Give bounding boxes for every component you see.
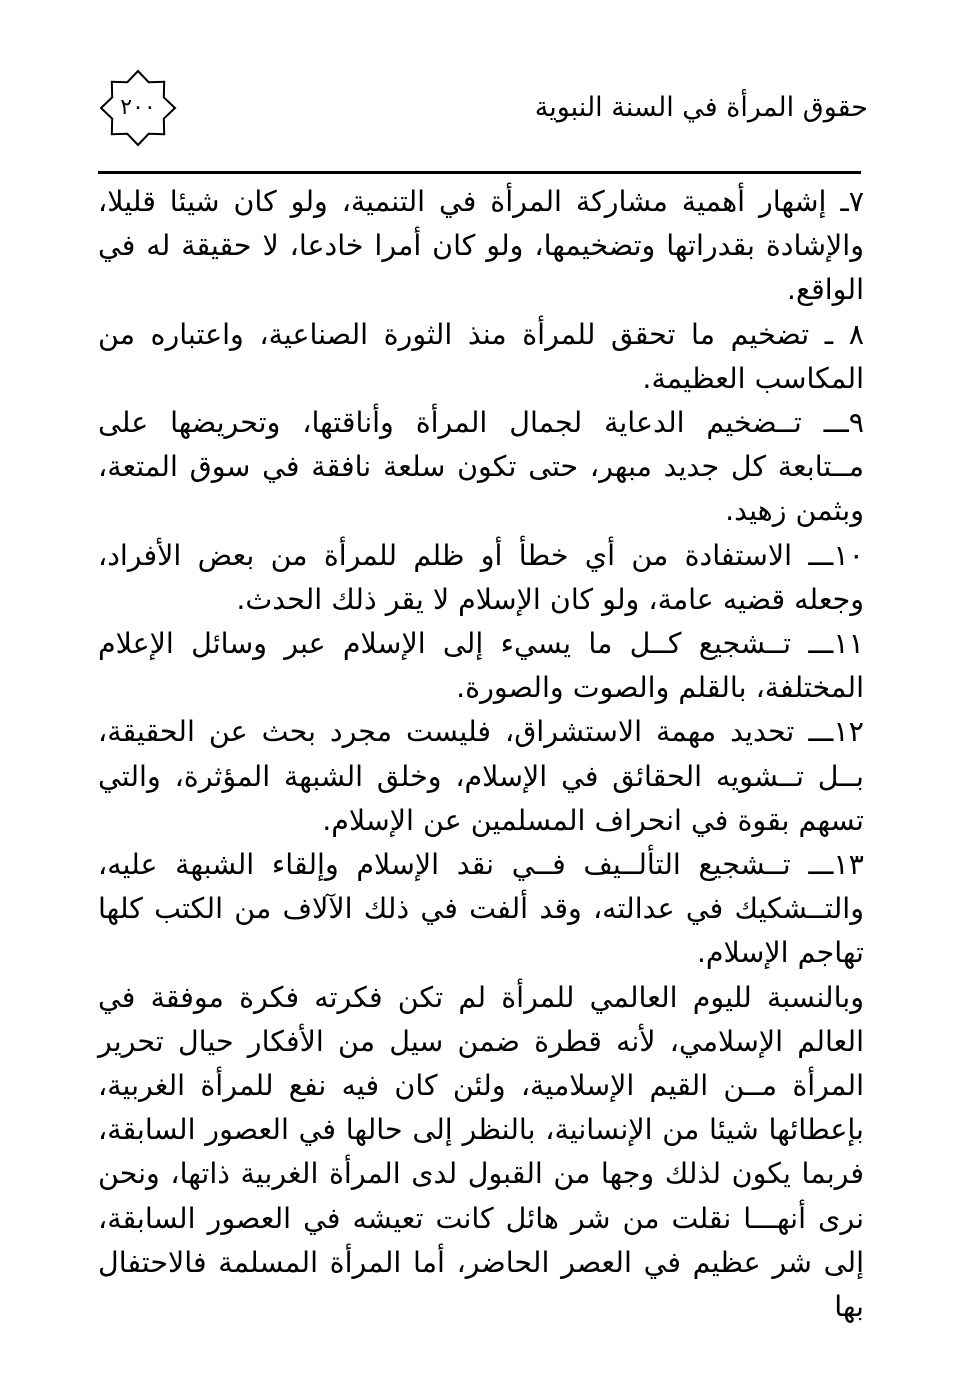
page-number: ٢٠٠ <box>120 95 156 120</box>
list-item-11: ١١ـــ تــشجيع كــل ما يسيء إلى الإسلام عبر وسائل الإعلام المختلفة، بالقلم والصوت والصورة. <box>98 627 864 705</box>
list-item-12: ١٢ـــ تحديد مهمة الاستشراق، فليست مجرد بحث عن الحقيقة، بــل تــشويه الحقائق في الإسلام، وخلق الشبهة المؤثرة، والتي تسهم بقوة في انحراف المسلمين عن الإسلام. <box>98 715 864 837</box>
list-item-13: ١٣ـــ تــشجيع التألــيف فــي نقد الإسلام وإلقاء الشبهة عليه، والتــشكيك في عدالته، وقد ألفت في ذلك الآلاف من الكتب كلها تهاجم الإسلام. <box>98 848 864 970</box>
running-title: حقوق المرأة في السنة النبوية <box>534 92 868 123</box>
page-header <box>98 68 868 168</box>
list-item-7: ٧ـ إشهار أهمية مشاركة المرأة في التنمية، ولو كان شيئا قليلا، والإشادة بقدراتها وتضخيمها، ولو كان أمرا خادعا، لا حقيقة له في الواقع. <box>98 185 864 307</box>
list-item-8: ٨ ـ تضخيم ما تحقق للمرأة منذ الثورة الصناعية، واعتباره من المكاسب العظيمة. <box>98 317 864 395</box>
list-item-10: ١٠ـــ الاستفادة من أي خطأ أو ظلم للمرأة من بعض الأفراد، وجعله قضيه عامة، ولو كان الإسلام لا يقر ذلك الحدث. <box>98 538 864 616</box>
closing-paragraph: وبالنسبة لليوم العالمي للمرأة لم تكن فكرته فكرة موفقة في العالم الإسلامي، لأنه قطرة ضمن سيل من الأفكار حيال تحرير المرأة مــن القيم الإسلامية، ولئن كان فيه نفع للمرأة الغربية، بإعطائها شيئا من الإنسانية، بالنظر إلى حالها في العصور السابقة، فربما يكون لذلك وجها من القبول لدى المرأة الغربية ذاتها، ونحن نرى أنهـــا نقلت من شر هائل كانت تعيشه في العصور السابقة، إلى شر عظيم في العصر الحاضر، أما المرأة المسلمة فالاحتفال بها <box>98 980 864 1324</box>
list-item-9: ٩ـــ تــضخيم الدعاية لجمال المرأة وأناقتها، وتحريضها على مــتابعة كل جديد مبهر، حتى تكون سلعة نافقة في سوق المتعة، وبثمن زهيد. <box>98 406 864 528</box>
page-number-ornament <box>98 68 178 148</box>
page-body <box>98 180 864 1329</box>
header-divider <box>98 171 861 174</box>
